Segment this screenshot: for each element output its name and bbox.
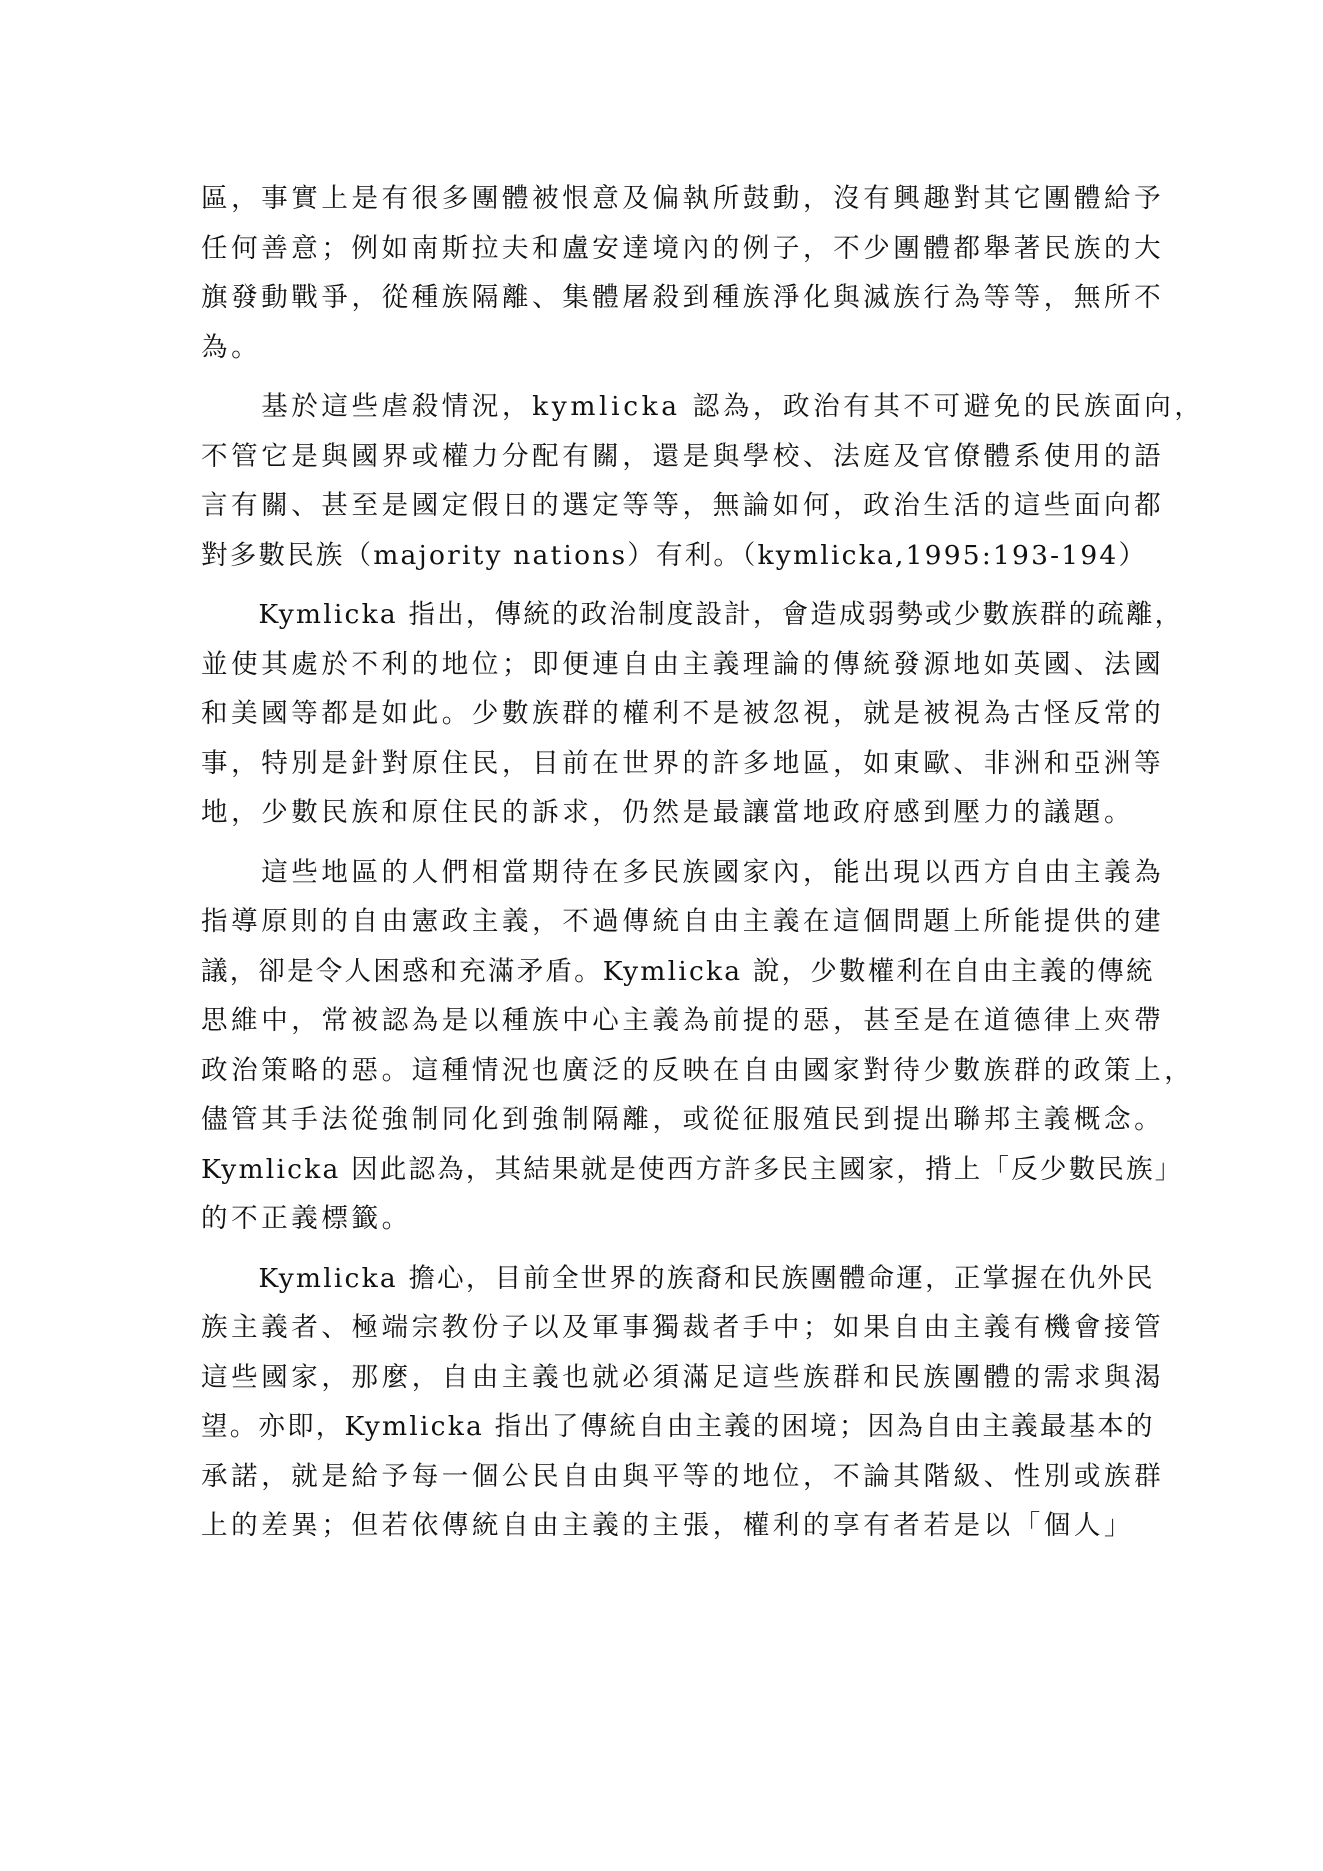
text-line: Kymlicka 指出，傳統的政治制度設計，會造成弱勢或少數族群的疏離，	[201, 599, 1184, 630]
text-line: 和美國等都是如此。少數族群的權利不是被忽視，就是被視為古怪反常的	[201, 698, 1165, 729]
text-line: 為。	[201, 331, 262, 363]
text-line: 這些國家，那麼，自由主義也就必須滿足這些族群和民族團體的需求與渴	[201, 1361, 1165, 1393]
text-line: 承諾，就是給予每一個公民自由與平等的地位，不論其階級、性別或族群	[201, 1460, 1165, 1492]
text-line: 思維中，常被認為是以種族中心主義為前提的惡，甚至是在道德律上夾帶	[201, 1005, 1165, 1036]
text-line: 上的差異；但若依傳統自由主義的主張，權利的享有者若是以「個人」	[201, 1510, 1135, 1541]
text-line: 任何善意；例如南斯拉夫和盧安達境內的例子，不少團體都舉著民族的大	[201, 232, 1165, 264]
text-line: 儘管其手法從強制同化到強制隔離，或從征服殖民到提出聯邦主義概念。	[201, 1104, 1165, 1135]
paragraph-4	[201, 848, 1195, 1244]
text-line: 事，特別是針對原住民，目前在世界的許多地區，如東歐、非洲和亞洲等	[201, 747, 1165, 779]
text-line: 區，事實上是有很多團體被恨意及偏執所鼓動，沒有興趣對其它團體給予	[201, 183, 1165, 214]
text-line: 不管它是與國界或權力分配有關，還是與學校、法庭及官僚體系使用的語	[201, 440, 1165, 472]
text-line: 基於這些虐殺情況，kymlicka 認為，政治有其不可避免的民族面向，	[201, 391, 1205, 422]
text-line: 對多數民族（majority nations）有利。（kymlicka,1995:193-194）	[201, 539, 1148, 571]
text-line: 政治策略的惡。這種情況也廣泛的反映在自由國家對待少數族群的政策上，	[201, 1054, 1195, 1086]
text-line: 旗發動戰爭，從種族隔離、集體屠殺到種族淨化與滅族行為等等，無所不	[201, 282, 1165, 313]
text-line: 地，少數民族和原住民的訴求，仍然是最讓當地政府感到壓力的議題。	[201, 797, 1135, 828]
text-line: Kymlicka 擔心，目前全世界的族裔和民族團體命運，正掌握在仇外民	[201, 1262, 1155, 1294]
paragraph-1	[201, 174, 1165, 372]
text-line: 言有關、甚至是國定假日的選定等等，無論如何，政治生活的這些面向都	[201, 490, 1165, 521]
text-line: 這些地區的人們相當期待在多民族國家內，能出現以西方自由主義為	[201, 856, 1165, 888]
text-line: 並使其處於不利的地位；即便連自由主義理論的傳統發源地如英國、法國	[201, 648, 1165, 680]
text-line: 指導原則的自由憲政主義，不過傳統自由主義在這個問題上所能提供的建	[201, 906, 1165, 937]
body-text	[201, 174, 1205, 1561]
paragraph-3	[201, 590, 1184, 838]
text-line: 的不正義標籤。	[201, 1203, 412, 1234]
text-line: 族主義者、極端宗教份子以及軍事獨裁者手中；如果自由主義有機會接管	[201, 1312, 1165, 1343]
text-line: 議，卻是令人困惑和充滿矛盾。Kymlicka 說，少數權利在自由主義的傳統	[201, 955, 1155, 987]
text-line: 望。亦即，Kymlicka 指出了傳統自由主義的困境；因為自由主義最基本的	[201, 1411, 1155, 1442]
paragraph-2	[201, 382, 1205, 580]
text-line: Kymlicka 因此認為，其結果就是使西方許多民主國家，揹上「反少數民族」	[201, 1153, 1184, 1185]
paragraph-5	[201, 1254, 1165, 1551]
